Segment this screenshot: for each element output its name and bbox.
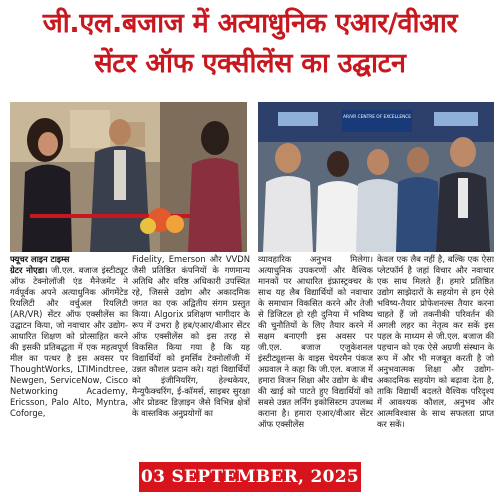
article-column-1 (10, 254, 128, 459)
article-column-1-text: जी.एल. बजाज इंस्टीट्यूट ऑफ टेक्नोलॉजी एंड मैनेजमेंट ने गर्वपूर्वक अपने अत्याधुनिक ऑगमेंटेड रियलिटी और वर्चुअल रियलिटी (AR/VR) सेंटर ऑफ एक्सीलेंस का उद्घाटन किया, जो नवाचार और उद्योग-आधारित शिक्षण को प्रोत्साहित करने की इसकी प्रतिबद्धता में एक महत्वपूर्ण मील का पत्थर है इस अवसर पर ThoughtWorks, LTIMindtree, Newgen, ServiceNow, Cisco Networking Academy, Ericsson, Palo Alto, Myntra, Coforge, (10, 265, 128, 418)
article-column-2 (132, 254, 250, 459)
headline-line-1: जी.एल.बजाज में अत्याधुनिक एआर/वीआर (42, 8, 458, 39)
article-headline (0, 4, 500, 84)
photo-arvr-centre (258, 102, 494, 252)
article-byline: फ्यूचर लाइन टाइम्स (10, 254, 70, 264)
photo-ribbon-cutting (10, 102, 247, 252)
article-column-3-text: व्यावहारिक अनुभव मिलेगा। अत्याधुनिक उपकरणों और वैश्विक मानकों पर आधारित इंफ्रास्ट्रक्चर के साथ यह लैब विद्यार्थियों को नवाचार के समाधान विकसित करने और तेजी से डिजिटल हो रही दुनिया में भविष्य की चुनौतियों के लिए तैयार करने में सक्षम बनाएगी इस अवसर पर जी.एल. बजाज एजुकेशनल इंस्टीट्यूशन्स के वाइस चेयरमैन पंकज अग्रवाल ने कहा कि जी.एल. बजाज में हमारा विजन शिक्षा और उद्योग के बीच की खाई को पाटते हुए विद्यार्थियों को सबसे उन्नत लर्निंग इकोसिस्टम उपलब्ध कराना है। हमारा एआर/वीआर सेंटर ऑफ एक्सीलेंस (258, 254, 373, 429)
photo-arvr-centre-image (258, 102, 494, 252)
article-column-4-text: केवल एक लैब नहीं है, बल्कि एक ऐसा प्लेटफॉर्म है जहां विचार और नवाचार एक साथ मिलते हैं। हमारे प्रतिष्ठित उद्योग साझेदारों के सहयोग से हम ऐसे भविष्य-तैयार प्रोफेशनल्स तैयार करना चाहते हैं जो तकनीकी परिवर्तन की अगली लहर का नेतृत्व कर सकें इस पहल के माध्यम से जी.एल. बजाज की पहचान को एक ऐसे अग्रणी संस्थान के रूप में और भी मजबूत करती है जो अनुभवात्मक शिक्षा और उद्योग-अकादमिक सहयोग को बढ़ावा देता है, ताकि विद्यार्थी बदलते वैश्विक परिदृश्य में आवश्यक कौशल, अनुभव और आत्मविश्वास के साथ सफलता प्राप्त कर सकें। (377, 254, 494, 429)
publication-date-banner: 03 SEPTEMBER, 2025 (139, 462, 361, 492)
headline-line-2: सेंटर ऑफ एक्सीलेंस का उद्घाटन (94, 48, 406, 79)
arvr-banner-text: AR/VR CENTRE OF EXCELLENCE (343, 115, 411, 120)
article-dateline: ग्रेटर नोएडा। (10, 265, 48, 275)
article-column-3 (258, 254, 373, 459)
article-column-2-text: Fidelity, Emerson और VVDN जैसी प्रतिष्ठित कंपनियों के गणमान्य अतिथि और वरिष्ठ अधिकारी उपस्थित रहे, जिससे उद्योग और अकादमिक जगत का एक अद्वितीय संगम प्रस्तुत किया। Algorix प्रशिक्षण भागीदार के रूप में उभरा है हब/एआर/वीआर सेंटर ऑफ एक्सीलेंस को इस तरह से विकसित किया गया है कि यह विद्यार्थियों को इमर्सिव टेक्नोलॉजी में उन्नत कौशल प्रदान करे। यहां विद्यार्थियों को इंजीनियरिंग, हेल्थकेयर, मैन्युफैक्चरिंग, ई-कॉमर्स, साइबर सुरक्षा और प्रोडक्ट डिज़ाइन जैसे विभिन्न क्षेत्रों के वास्तविक अनुप्रयोगों का (132, 254, 250, 418)
photo-ribbon-cutting-image (10, 102, 247, 252)
article-column-4 (377, 254, 494, 459)
